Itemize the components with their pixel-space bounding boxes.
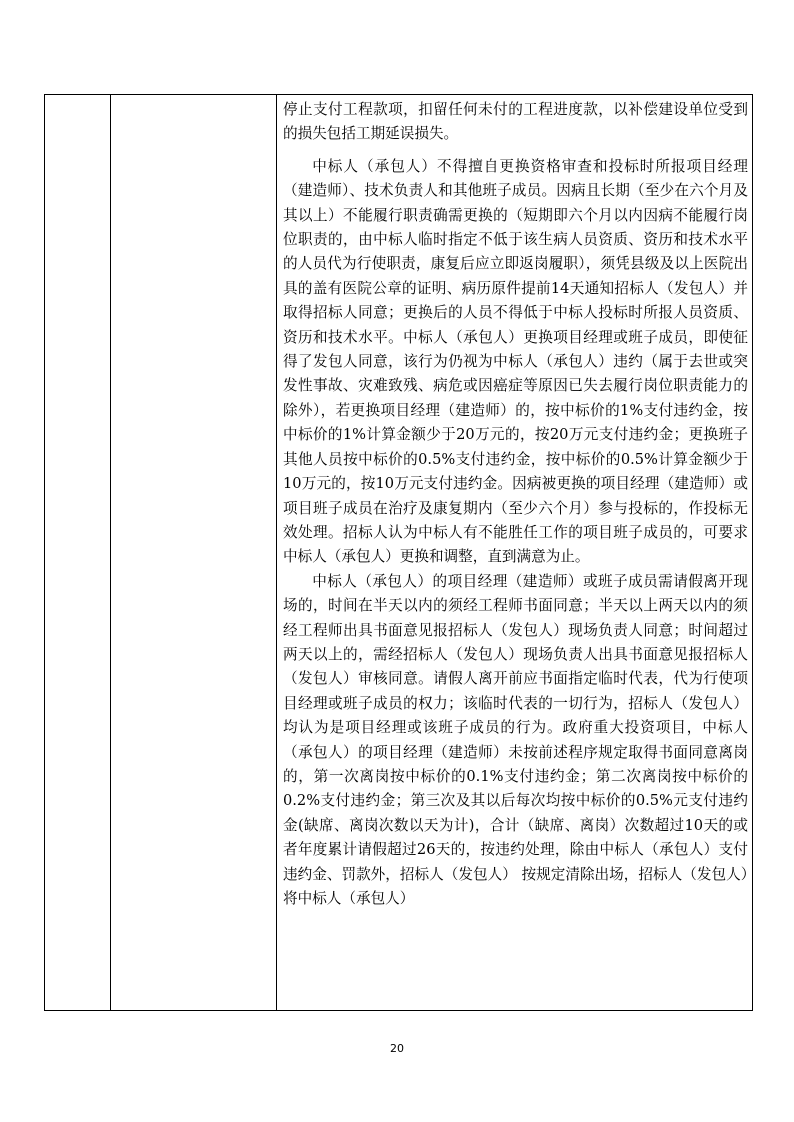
clause-paragraph: 中标人（承包人）的项目经理（建造师）或班子成员需请假离开现场的，时间在半天以内的须经工程师书面同意；半天以上两天以内的须经工程师出具书面意见报招标人（发包人）现场负责人同意；时间超过两天以上的，需经招标人（发包人）现场负责人出具书面意见报招标人（发包人）审核同意。请假人离开前应书面指定临时代表，代为行使项目经理或班子成员的权力；该临时代表的一切行为，招标人（发包人）均认为是项目经理或该班子成员的行为。政府重大投资项目，中标人（承包人）的项目经理（建造师）未按前述程序规定取得书面同意离岗的，第一次离岗按中标价的0.1%支付违约金；第二次离岗按中标价的0.2%支付违约金；第三次及其以后每次均按中标价的0.5%元支付违约金(缺席、离岗次数以天为计)，合计（缺席、离岗）次数超过10天的或者年度累计请假超过26天的，按违约处理，除由中标人（承包人）支付违约金、罚款外，招标人（发包人） 按规定清除出场，招标人（发包人）将中标人（承包人） (283, 572, 748, 907)
clause-paragraph: 中标人（承包人）不得擅自更换资格审查和投标时所报项目经理（建造师）、技术负责人和其他班子成员。因病且长期（至少在六个月及其以上）不能履行职责确需更换的（短期即六个月以内因病不能履行岗位职责的，由中标人临时指定不低于该生病人员资质、资历和技术水平的人员代为行使职责，康复后应立即返岗履职），须凭县级及以上医院出具的盖有医院公章的证明、病历原件提前14天通知招标人（发包人）并取得招标人同意；更换后的人员不得低于中标人投标时所报人员资质、资历和技术水平。中标人（承包人）更换项目经理或班子成员，即使征得了发包人同意，该行为仍视为中标人（承包人）违约（属于去世或突发性事故、灾难致残、病危或因癌症等原因已失去履行岗位职责能力的除外），若更换项目经理（建造师）的，按中标价的1%支付违约金，按中标价的1%计算金额少于20万元的，按20万元支付违约金；更换班子其他人员按中标价的0.5%支付违约金，按中标价的0.5%计算金额少于10万元的，按10万元支付违约金。因病被更换的项目经理（建造师）或项目班子成员在治疗及康复期内（至少六个月）参与投标的，作投标无效处理。招标人认为中标人有不能胜任工作的项目班子成员的，可要求中标人（承包人）更换和调整，直到满意为止。 (283, 157, 748, 566)
contract-table (44, 94, 753, 1011)
clause-content-cell (277, 95, 752, 1010)
page-number: 20 (390, 1042, 404, 1055)
column-divider (110, 95, 111, 1010)
clause-paragraph: 停止支付工程款项，扣留任何未付的工程进度款，以补偿建设单位受到的损失包括工期延误损失。 (283, 101, 748, 143)
